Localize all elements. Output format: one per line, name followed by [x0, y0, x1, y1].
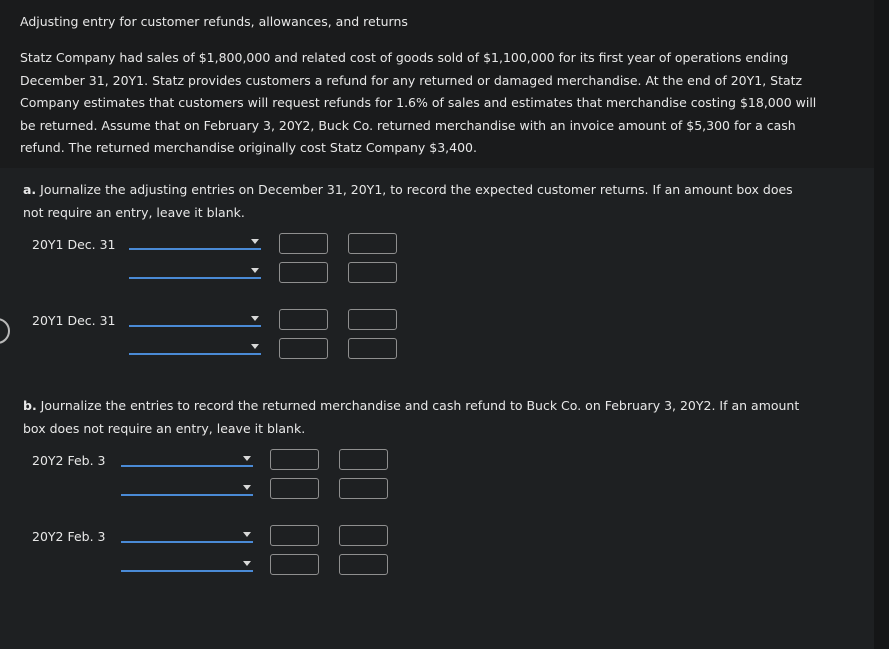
- credit-amount-box[interactable]: [339, 554, 388, 575]
- credit-amount-box[interactable]: [348, 262, 397, 283]
- credit-amount-box[interactable]: [339, 478, 388, 499]
- part-b-letter: b.: [23, 398, 37, 413]
- part-b-line2: box does not require an entry, leave it blank.: [23, 421, 306, 436]
- credit-amount-box[interactable]: [339, 525, 388, 546]
- problem-line: Statz Company had sales of $1,800,000 and related cost of goods sold of $1,100,000 for its first year of operations ending: [20, 50, 789, 65]
- part-a-letter: a.: [23, 182, 37, 197]
- chevron-down-icon: [243, 561, 251, 566]
- debit-amount-box[interactable]: [279, 309, 328, 330]
- debit-amount-box[interactable]: [279, 233, 328, 254]
- scrollbar[interactable]: [874, 0, 889, 649]
- credit-amount-box[interactable]: [348, 309, 397, 330]
- part-a-line2: not require an entry, leave it blank.: [23, 205, 245, 220]
- problem-line: be returned. Assume that on February 3, 20Y2, Buck Co. returned merchandise with an invoice amount of $5,300 for a cash: [20, 117, 796, 133]
- entry-date: 20Y2 Feb. 3: [32, 529, 106, 544]
- credit-amount-box[interactable]: [348, 233, 397, 254]
- account-select[interactable]: [129, 263, 261, 279]
- part-b-line1: Journalize the entries to record the returned merchandise and cash refund to Buck Co. on February 3, 20Y2. If an amount: [36, 398, 800, 413]
- chevron-down-icon: [251, 268, 259, 273]
- entry-date: 20Y1 Dec. 31: [32, 237, 116, 252]
- account-select[interactable]: [129, 311, 261, 327]
- account-select[interactable]: [121, 451, 253, 467]
- debit-amount-box[interactable]: [270, 554, 319, 575]
- debit-amount-box[interactable]: [270, 478, 319, 499]
- credit-amount-box[interactable]: [348, 338, 397, 359]
- chevron-down-icon: [251, 344, 259, 349]
- debit-amount-box[interactable]: [279, 262, 328, 283]
- chevron-down-icon: [243, 485, 251, 490]
- debit-amount-box[interactable]: [279, 338, 328, 359]
- chevron-down-icon: [243, 456, 251, 461]
- problem-line: Company estimates that customers will request refunds for 1.6% of sales and estimates that merchandise costing $18,000 will: [20, 95, 817, 111]
- problem-title: Adjusting entry for customer refunds, allowances, and returns: [20, 14, 408, 29]
- part-a-line1: Journalize the adjusting entries on December 31, 20Y1, to record the expected customer returns. If an amount box does: [36, 182, 793, 197]
- problem-line: December 31, 20Y1. Statz provides customers a refund for any returned or damaged merchandise. At the end of 20Y1, Statz: [20, 72, 803, 88]
- debit-amount-box[interactable]: [270, 449, 319, 470]
- account-select[interactable]: [129, 339, 261, 355]
- chevron-down-icon: [243, 532, 251, 537]
- debit-amount-box[interactable]: [270, 525, 319, 546]
- chevron-down-icon: [251, 239, 259, 244]
- problem-statement: [20, 47, 868, 160]
- circle-handle-icon[interactable]: [0, 318, 10, 344]
- account-select[interactable]: [121, 556, 253, 572]
- problem-line: refund. The returned merchandise originally cost Statz Company $3,400.: [20, 140, 477, 156]
- problem-panel: [0, 0, 874, 168]
- account-select[interactable]: [121, 480, 253, 496]
- entry-date: 20Y1 Dec. 31: [32, 313, 116, 328]
- part-a-instructions: [23, 178, 793, 224]
- account-select[interactable]: [121, 527, 253, 543]
- entry-date: 20Y2 Feb. 3: [32, 453, 106, 468]
- part-b-instructions: [23, 394, 799, 440]
- credit-amount-box[interactable]: [339, 449, 388, 470]
- account-select[interactable]: [129, 234, 261, 250]
- chevron-down-icon: [251, 316, 259, 321]
